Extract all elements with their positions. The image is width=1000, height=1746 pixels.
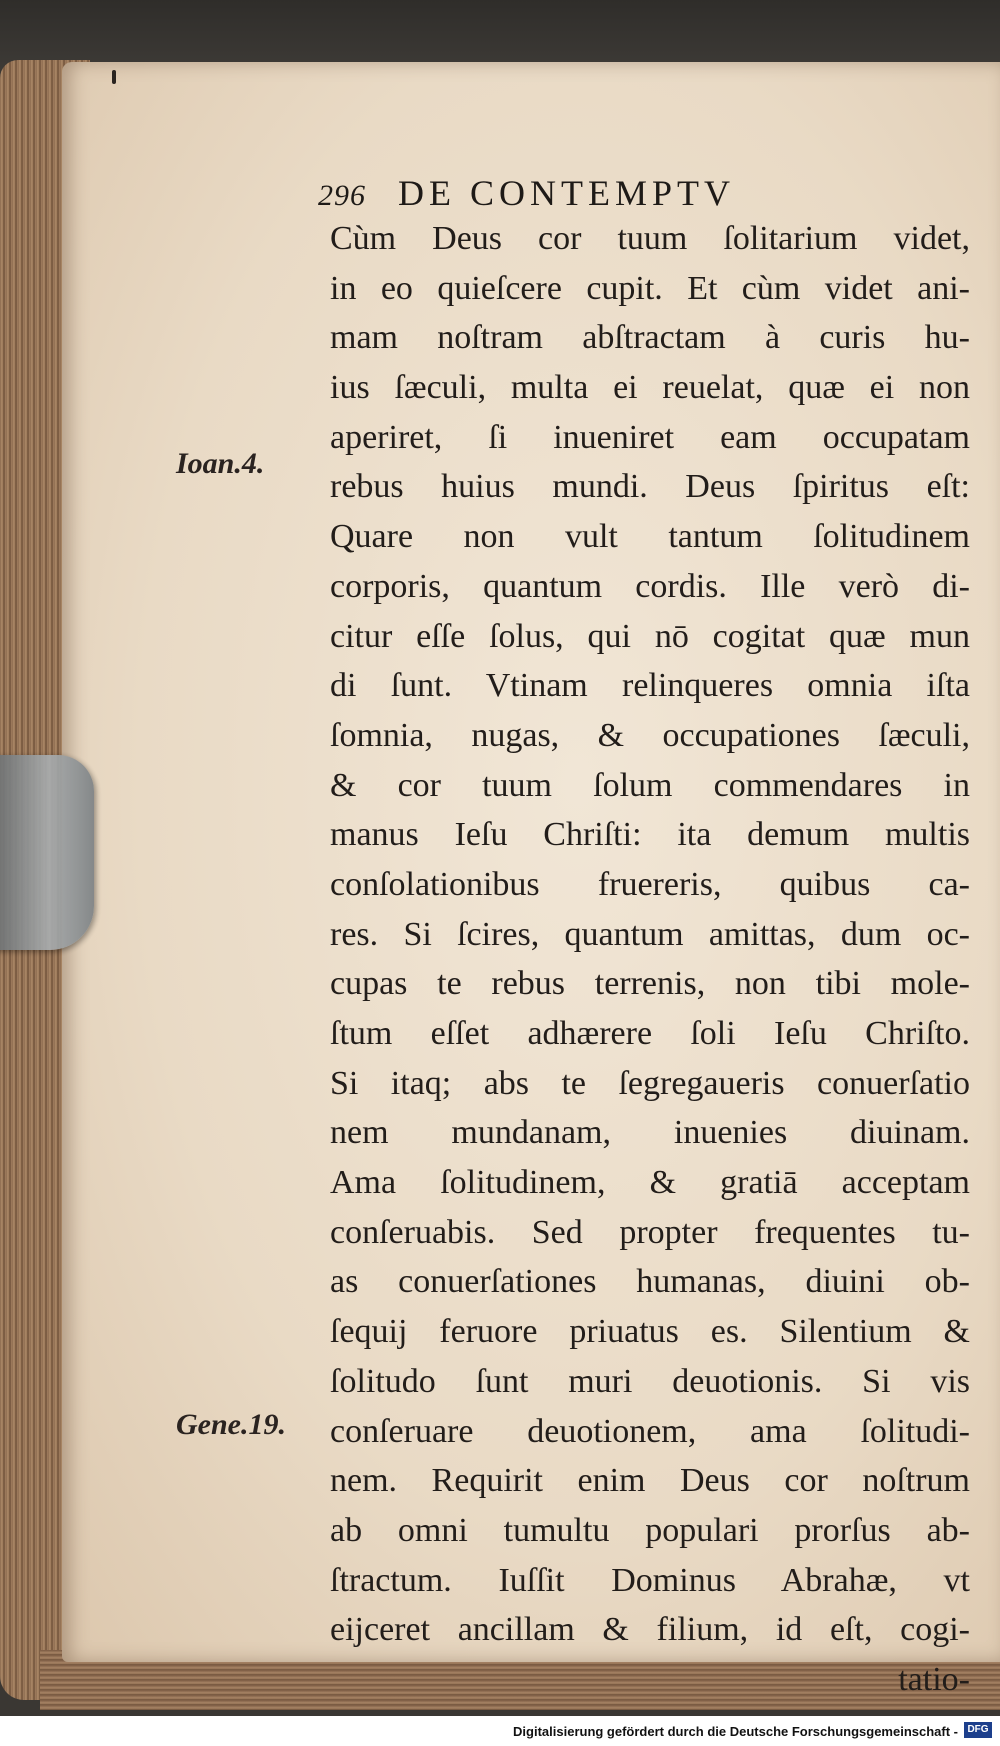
text-line: manus Ieſu Chriſti: ita demum multis: [330, 816, 970, 854]
text-line: citur eſſe ſolus, qui nō cogitat quæ mun: [330, 617, 970, 655]
running-title: DE CONTEMPTV: [398, 173, 735, 213]
text-line: Quare non vult tantum ſolitudinem: [330, 518, 970, 556]
margin-note-ioan: Ioan.4.: [176, 447, 265, 480]
margin-note-gene: Gene.19.: [176, 1408, 286, 1441]
text-line: res. Si ſcires, quantum amittas, dum oc-: [330, 915, 970, 953]
text-line: ſtractum. Iuſſit Dominus Abrahæ, vt: [330, 1561, 970, 1599]
text-line: ſtum eſſet adhærere ſoli Ieſu Chriſto.: [330, 1015, 970, 1052]
text-line: conſeruabis. Sed propter frequentes tu-: [330, 1213, 970, 1251]
text-line: nem mundanam, inuenies diuinam.: [330, 1114, 970, 1152]
page-ink-mark: [112, 70, 116, 84]
digitization-credit: Digitalisierung gefördert durch die Deutsche Forschungsgemeinschaft -: [513, 1724, 958, 1739]
text-line: eijceret ancillam & filium, id eſt, cogi-: [330, 1611, 970, 1649]
text-line: ab omni tumultu populari prorſus ab-: [330, 1511, 970, 1549]
text-line: di ſunt. Vtinam relinqueres omnia iſta: [330, 667, 970, 705]
text-line: corporis, quantum cordis. Ille verò di-: [330, 567, 970, 605]
page-number: 296: [318, 179, 366, 212]
text-line: conſolationibus fruereris, quibus ca-: [330, 865, 970, 903]
text-line: nem. Requirit enim Deus cor noſtrum: [330, 1462, 970, 1500]
text-line: conſeruare deuotionem, ama ſolitudi-: [330, 1412, 970, 1450]
text-line: cupas te rebus terrenis, non tibi mole-: [330, 965, 970, 1003]
text-line: ſomnia, nugas, & occupationes ſæculi,: [330, 716, 970, 754]
text-line: rebus huius mundi. Deus ſpiritus eſt:: [330, 468, 970, 506]
text-line: mam noſtram abſtractam à curis hu-: [330, 319, 970, 357]
text-line: Cùm Deus cor tuum ſolitarium videt,: [330, 220, 970, 257]
text-line: ſolitudo ſunt muri deuotionis. Si vis: [330, 1362, 970, 1400]
scan-background: [0, 0, 1000, 70]
footer-bar: [0, 1716, 1000, 1746]
text-line: ius ſæculi, multa ei reuelat, quæ ei non: [330, 369, 970, 407]
body-text: [330, 214, 970, 1705]
text-line: aperiret, ſi inueniret eam occupatam: [330, 418, 970, 456]
text-line: Si itaq; abs te ſegregaueris conuerſatio: [330, 1064, 970, 1102]
page-clip: [0, 755, 94, 950]
text-line: in eo quieſcere cupit. Et cùm videt ani-: [330, 269, 970, 307]
text-line: Ama ſolitudinem, & gratiā acceptam: [330, 1164, 970, 1202]
catchword: tatio-: [898, 1660, 970, 1698]
text-line: as conuerſationes humanas, diuini ob-: [330, 1263, 970, 1301]
text-line: ſequij feruore priuatus es. Silentium &: [330, 1313, 970, 1351]
text-line: & cor tuum ſolum commendares in: [330, 766, 970, 804]
dfg-logo: DFG: [964, 1722, 992, 1738]
